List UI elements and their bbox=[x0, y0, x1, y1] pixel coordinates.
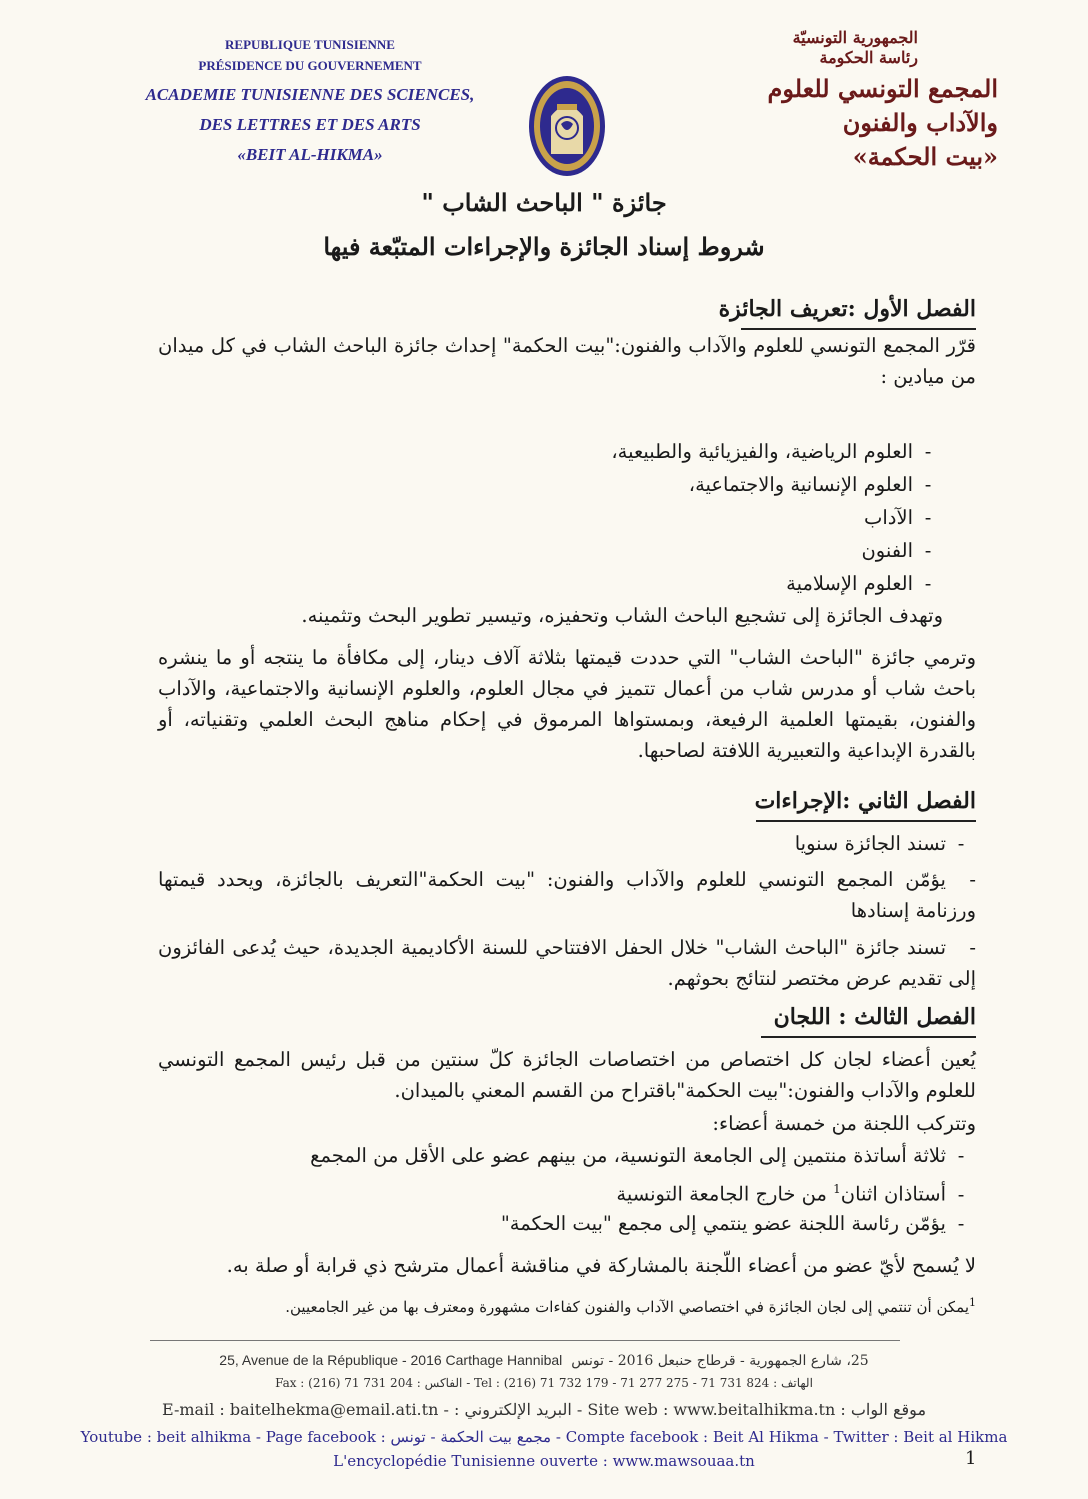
header-french bbox=[110, 34, 510, 166]
republic-label: REPUBLIQUE TUNISIENNE bbox=[225, 37, 395, 52]
list-item: -ثلاثة أساتذة منتمين إلى الجامعة التونسية، من بينهم عضو على الأقل من المجمع bbox=[310, 1144, 965, 1167]
section2-heading: الفصل الثاني :الإجراءات bbox=[754, 788, 976, 814]
page-subtitle: شروط إسناد الجائزة والإجراءات المتبّعة فيها bbox=[323, 232, 765, 261]
org-name-line3: «BEIT AL-HIKMA» bbox=[237, 145, 383, 164]
footer-encyclopedia: L'encyclopédie Tunisienne ouverte : www.mawsouaa.tn bbox=[333, 1452, 755, 1470]
list-item: -العلوم الرياضية، والفيزيائية والطبيعية، bbox=[611, 440, 932, 463]
footer-address: 25, Avenue de la République - 2016 Carthage Hannibal 25، شارع الجمهورية - قرطاج حنبعل 2016 - تونس bbox=[219, 1352, 869, 1369]
footer-divider bbox=[150, 1340, 900, 1341]
academy-logo-icon bbox=[527, 74, 607, 178]
section3-compose: وتتركب اللجنة من خمسة أعضاء: bbox=[712, 1112, 976, 1135]
list-item: -الفنون bbox=[861, 539, 932, 562]
list-item: -الآداب bbox=[864, 506, 932, 529]
footnote-ref: 1 bbox=[833, 1182, 841, 1196]
org-name-ar-line2: والآداب والفنون bbox=[842, 108, 998, 137]
org-name-line1: ACADEMIE TUNISIENNE DES SCIENCES, bbox=[145, 85, 475, 104]
section3-note: لا يُسمح لأيّ عضو من أعضاء اللّجنة بالمشاركة في مناقشة أعمال مترشح ذي قرابة أو صلة به. bbox=[226, 1254, 976, 1277]
republic-label-ar: الجمهورية التونسيّة bbox=[792, 28, 918, 47]
page-number: 1 bbox=[965, 1448, 977, 1469]
list-item: -العلوم الإنسانية والاجتماعية، bbox=[688, 473, 932, 496]
org-name-line2: DES LETTRES ET DES ARTS bbox=[199, 115, 421, 134]
presidency-label-ar: رئاسة الحكومة bbox=[819, 48, 918, 67]
section1-heading: الفصل الأول :تعريف الجائزة bbox=[718, 296, 976, 322]
list-item: -تسند جائزة "الباحث الشاب" خلال الحفل الافتتاحي للسنة الأكاديمية الجديدة، حيث يُدعى الفائزون إلى تقديم عرض مختصر لنتائج بحوثهم. bbox=[158, 936, 976, 990]
section3-heading: الفصل الثالث : اللجان bbox=[773, 1004, 976, 1030]
org-name-ar-line3: «بيت الحكمة» bbox=[852, 142, 998, 171]
list-item: -العلوم الإسلامية bbox=[786, 572, 932, 595]
section3-paragraph: يُعين أعضاء لجان كل اختصاص من اختصاصات الجائزة كلّ سنتين من قبل رئيس المجمع التونسي للعلوم والآداب والفنون:"بيت الحكمة"باقتراح من القسم المعني بالميدان. bbox=[158, 1048, 976, 1102]
org-name-ar-line1: المجمع التونسي للعلوم bbox=[767, 74, 998, 103]
footer-social: Youtube : beit alhikma - Page facebook : مجمع بيت الحكمة - تونس - Compte facebook : Beit Al Hikma - Twitter : Beit al Hikma bbox=[80, 1428, 1008, 1446]
list-item: -يؤمّن المجمع التونسي للعلوم والآداب والفنون: "بيت الحكمة"التعريف بالجائزة، ويحدد قيمتها ورزنامة إسنادها bbox=[158, 868, 976, 922]
list-item: -يؤمّن رئاسة اللجنة عضو ينتمي إلى مجمع "بيت الحكمة" bbox=[500, 1212, 965, 1235]
footer-phones: Fax : (216) 71 731 204 : الفاكس - Tel : (216) 71 732 179 - 71 277 275 - 71 731 824 : الهاتف bbox=[275, 1376, 813, 1390]
footer-email: E-mail : baitelhekma@email.ati.tn - : البريد الإلكتروني - Site web : www.beitalhikma.tn : موقع الواب bbox=[161, 1400, 927, 1419]
header-arabic bbox=[698, 28, 998, 170]
footnote: $^1$يمكن أن تنتمي إلى لجان الجائزة في اختصاصي الآداب والفنون كفاءات مشهورة ومعترف بها من غير الجامعيين. bbox=[285, 1296, 976, 1316]
section1-aim: وتهدف الجائزة إلى تشجيع الباحث الشاب وتحفيزه، وتيسير تطوير البحث وتثمينه. bbox=[301, 604, 943, 627]
section3-underline bbox=[761, 1036, 976, 1038]
section2-underline bbox=[756, 820, 976, 822]
section1-intro: قرّر المجمع التونسي للعلوم والآداب والفنون:"بيت الحكمة" إحداث جائزة الباحث الشاب في كل ميدان من ميادين : bbox=[158, 334, 976, 388]
list-item: -أستاذان اثنان$^1$ من خارج الجامعة التونسية bbox=[616, 1182, 965, 1206]
presidency-label: PRÉSIDENCE DU GOUVERNEMENT bbox=[198, 58, 422, 73]
list-item: -تسند الجائزة سنويا bbox=[794, 832, 965, 855]
page-title: جائزة " الباحث الشاب " bbox=[421, 188, 667, 217]
section1-paragraph: وترمي جائزة "الباحث الشاب" التي حددت قيمتها بثلاثة آلاف دينار، إلى مكافأة ما ينتجه أو ما ينشره باحث شاب أو مدرس شاب من أعمال تتميز في مجال العلوم، والعلوم الإنسانية والاجتماعية، والآداب والفنون، بقيمتها العلمية الرفيعة، وبمستواها المرموق في إحكام مناهج البحث العلمي وتقنياته، أو بالقدرة الإبداعية والتعبيرية اللافتة لصاحبها. bbox=[158, 646, 976, 762]
